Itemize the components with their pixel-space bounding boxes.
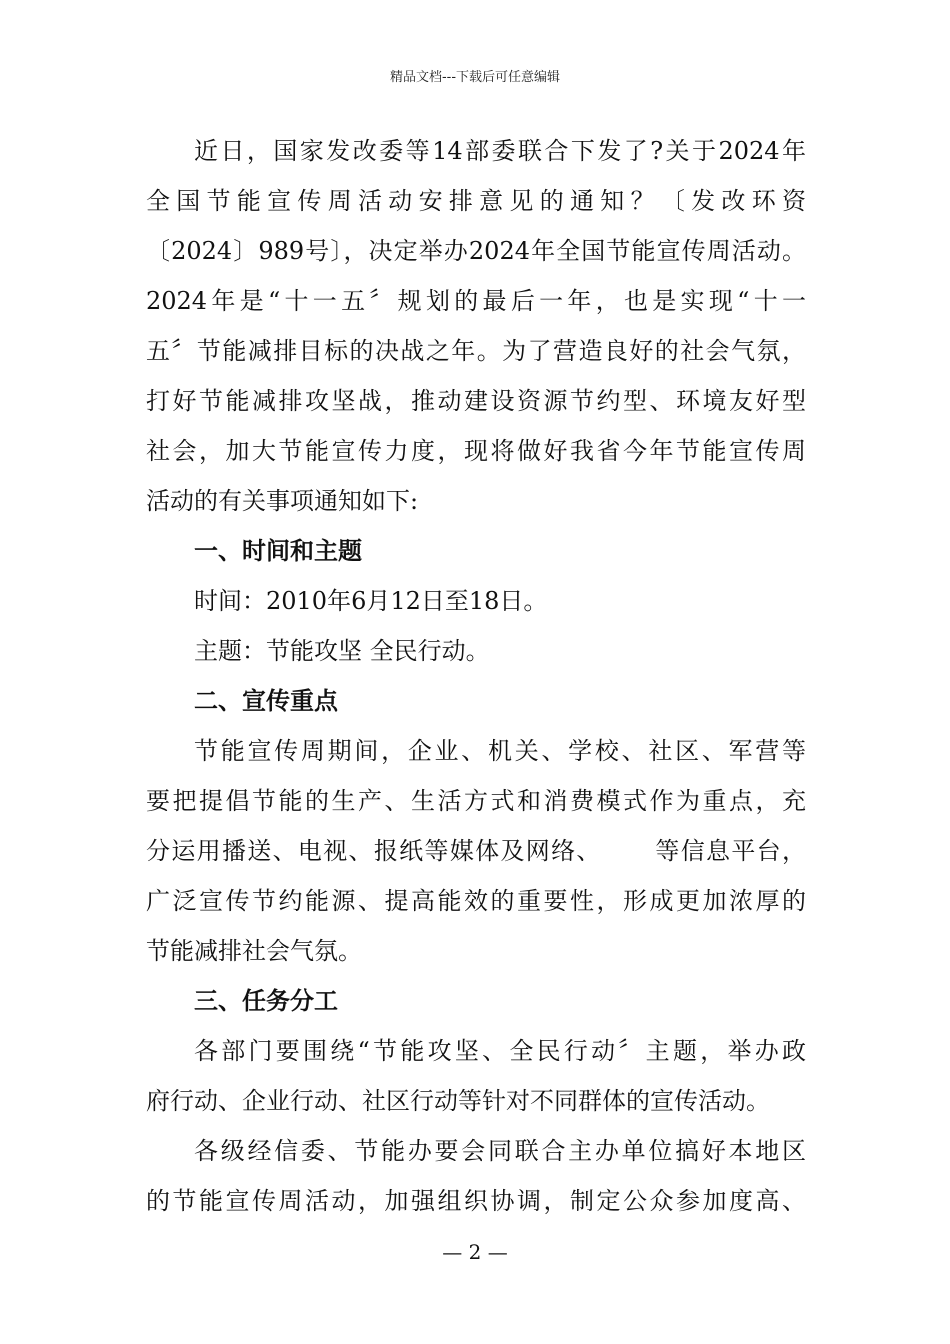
paragraph-line: 分运用播送、电视、报纸等媒体及网络、 等信息平台，: [146, 837, 806, 865]
section-heading-2: 二、宣传重点: [194, 687, 338, 715]
paragraph-line: 打好节能减排攻坚战，推动建设资源节约型、环境友好型: [146, 387, 806, 415]
paragraph-line: 府行动、企业行动、社区行动等针对不同群体的宣传活动。: [146, 1087, 770, 1115]
page-number: — 2 —: [442, 1240, 508, 1264]
paragraph-line: 各部门要围绕“节能攻坚、全民行动〞主题，举办政: [194, 1037, 806, 1065]
document-body: [146, 126, 806, 1226]
paragraph-line: 节能减排社会气氛。: [146, 937, 362, 965]
paragraph-line: 社会，加大节能宣传力度，现将做好我省今年节能宣传周: [146, 437, 806, 465]
paragraph-line: 各级经信委、节能办要会同联合主办单位搞好本地区: [194, 1137, 806, 1165]
section-heading-3: 三、任务分工: [194, 987, 338, 1015]
paragraph-line: 节能宣传周期间，企业、机关、学校、社区、军营等: [194, 737, 806, 765]
theme-line: 主题：节能攻坚 全民行动。: [194, 637, 490, 665]
page-header: 精品文档---下载后可任意编辑: [389, 70, 561, 85]
paragraph-line: 近日，国家发改委等14部委联合下发了?关于2024年: [194, 137, 806, 165]
section-heading-1: 一、时间和主题: [194, 537, 362, 565]
paragraph-line: 全国节能宣传周活动安排意见的通知？〔发改环资: [146, 187, 806, 215]
paragraph-line: 活动的有关事项通知如下:: [146, 487, 419, 515]
paragraph-line: 五〞节能减排目标的决战之年。为了营造良好的社会气氛，: [146, 337, 806, 365]
paragraph-line: 2024年是“十一五〞规划的最后一年，也是实现“十一: [146, 287, 806, 315]
paragraph-line: 〔2024〕989号〕，决定举办2024年全国节能宣传周活动。: [146, 237, 806, 265]
time-line: 时间：2010年6月12日至18日。: [194, 587, 548, 615]
paragraph-line: 的节能宣传周活动，加强组织协调，制定公众参加度高、: [146, 1187, 806, 1215]
paragraph-line: 要把提倡节能的生产、生活方式和消费模式作为重点，充: [146, 787, 806, 815]
paragraph-line: 广泛宣传节约能源、提高能效的重要性，形成更加浓厚的: [146, 887, 806, 915]
